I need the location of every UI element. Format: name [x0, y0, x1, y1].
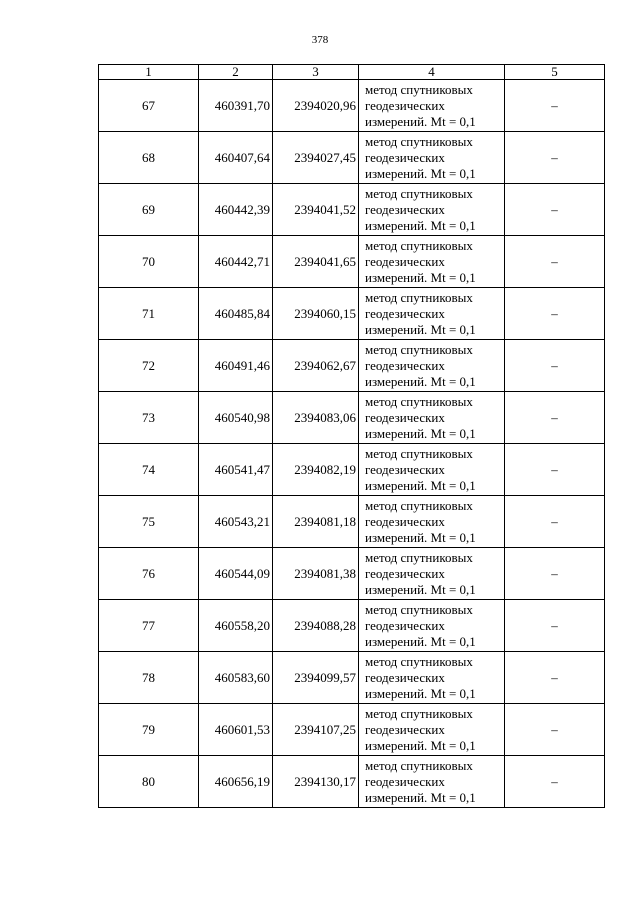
table-row	[99, 184, 605, 236]
method-text-line: метод спутниковых	[365, 705, 473, 721]
y-coordinate-cell: 2394062,67	[273, 340, 359, 392]
note-cell: –	[505, 444, 605, 496]
point-number-cell: 75	[99, 496, 199, 548]
method-text-line: геодезических	[365, 461, 445, 477]
note-cell: –	[505, 756, 605, 808]
method-text-line: измерений. Mt = 0,1	[365, 217, 476, 233]
x-coordinate-cell: 460442,39	[199, 184, 273, 236]
method-text-line: метод спутниковых	[365, 497, 473, 513]
method-cell	[359, 496, 505, 548]
x-coordinate-cell: 460544,09	[199, 548, 273, 600]
method-text-line: метод спутниковых	[365, 653, 473, 669]
method-text-line: геодезических	[365, 669, 445, 685]
x-coordinate-cell: 460491,46	[199, 340, 273, 392]
point-number-cell: 77	[99, 600, 199, 652]
page-number: 378	[311, 34, 329, 46]
method-text-line: метод спутниковых	[365, 445, 473, 461]
table-row	[99, 392, 605, 444]
y-coordinate-cell: 2394020,96	[273, 80, 359, 132]
y-coordinate-cell: 2394041,52	[273, 184, 359, 236]
header-col-1: 1	[99, 65, 199, 80]
point-number-cell: 71	[99, 288, 199, 340]
method-text-line: геодезических	[365, 721, 445, 737]
method-text-line: геодезических	[365, 409, 445, 425]
coordinates-table	[98, 64, 605, 808]
method-text-line: метод спутниковых	[365, 133, 473, 149]
table-row	[99, 236, 605, 288]
table-body	[99, 80, 605, 808]
x-coordinate-cell: 460407,64	[199, 132, 273, 184]
method-text-line: метод спутниковых	[365, 81, 473, 97]
x-coordinate-cell: 460601,53	[199, 704, 273, 756]
note-cell: –	[505, 548, 605, 600]
method-text-line: измерений. Mt = 0,1	[365, 321, 476, 337]
method-text-line: измерений. Mt = 0,1	[365, 477, 476, 493]
method-text-line: измерений. Mt = 0,1	[365, 581, 476, 597]
x-coordinate-cell: 460558,20	[199, 600, 273, 652]
header-col-4: 4	[359, 65, 505, 80]
method-text-line: геодезических	[365, 201, 445, 217]
method-cell	[359, 184, 505, 236]
table-row	[99, 496, 605, 548]
point-number-cell: 73	[99, 392, 199, 444]
table-row	[99, 652, 605, 704]
y-coordinate-cell: 2394082,19	[273, 444, 359, 496]
y-coordinate-cell: 2394081,18	[273, 496, 359, 548]
y-coordinate-cell: 2394081,38	[273, 548, 359, 600]
method-cell	[359, 600, 505, 652]
point-number-cell: 72	[99, 340, 199, 392]
method-cell	[359, 392, 505, 444]
x-coordinate-cell: 460583,60	[199, 652, 273, 704]
method-cell	[359, 756, 505, 808]
method-text-line: метод спутниковых	[365, 393, 473, 409]
header-col-2: 2	[199, 65, 273, 80]
y-coordinate-cell: 2394130,17	[273, 756, 359, 808]
method-text-line: измерений. Mt = 0,1	[365, 373, 476, 389]
method-cell	[359, 132, 505, 184]
method-cell	[359, 80, 505, 132]
method-text-line: измерений. Mt = 0,1	[365, 633, 476, 649]
y-coordinate-cell: 2394083,06	[273, 392, 359, 444]
note-cell: –	[505, 652, 605, 704]
table-row	[99, 288, 605, 340]
method-text-line: измерений. Mt = 0,1	[365, 685, 476, 701]
note-cell: –	[505, 80, 605, 132]
note-cell: –	[505, 288, 605, 340]
y-coordinate-cell: 2394027,45	[273, 132, 359, 184]
method-text-line: метод спутниковых	[365, 289, 473, 305]
point-number-cell: 80	[99, 756, 199, 808]
method-text-line: геодезических	[365, 149, 445, 165]
method-text-line: измерений. Mt = 0,1	[365, 165, 476, 181]
note-cell: –	[505, 704, 605, 756]
method-text-line: метод спутниковых	[365, 237, 473, 253]
point-number-cell: 69	[99, 184, 199, 236]
y-coordinate-cell: 2394041,65	[273, 236, 359, 288]
table-row	[99, 132, 605, 184]
method-text-line: геодезических	[365, 357, 445, 373]
point-number-cell: 78	[99, 652, 199, 704]
note-cell: –	[505, 340, 605, 392]
method-cell	[359, 236, 505, 288]
method-cell	[359, 444, 505, 496]
table-row	[99, 756, 605, 808]
x-coordinate-cell: 460485,84	[199, 288, 273, 340]
x-coordinate-cell: 460442,71	[199, 236, 273, 288]
note-cell: –	[505, 184, 605, 236]
method-text-line: измерений. Mt = 0,1	[365, 269, 476, 285]
method-text-line: геодезических	[365, 565, 445, 581]
point-number-cell: 74	[99, 444, 199, 496]
table-row	[99, 80, 605, 132]
point-number-cell: 70	[99, 236, 199, 288]
table-header-row	[99, 65, 605, 80]
point-number-cell: 79	[99, 704, 199, 756]
method-text-line: измерений. Mt = 0,1	[365, 737, 476, 753]
table-row	[99, 600, 605, 652]
note-cell: –	[505, 132, 605, 184]
method-text-line: геодезических	[365, 773, 445, 789]
point-number-cell: 68	[99, 132, 199, 184]
note-cell: –	[505, 600, 605, 652]
method-text-line: метод спутниковых	[365, 549, 473, 565]
method-text-line: измерений. Mt = 0,1	[365, 529, 476, 545]
table-row	[99, 548, 605, 600]
method-cell	[359, 704, 505, 756]
header-col-3: 3	[273, 65, 359, 80]
method-cell	[359, 652, 505, 704]
method-text-line: геодезических	[365, 97, 445, 113]
method-text-line: геодезических	[365, 513, 445, 529]
table-row	[99, 704, 605, 756]
x-coordinate-cell: 460543,21	[199, 496, 273, 548]
x-coordinate-cell: 460541,47	[199, 444, 273, 496]
note-cell: –	[505, 236, 605, 288]
method-text-line: метод спутниковых	[365, 185, 473, 201]
method-text-line: измерений. Mt = 0,1	[365, 113, 476, 129]
x-coordinate-cell: 460540,98	[199, 392, 273, 444]
method-text-line: метод спутниковых	[365, 757, 473, 773]
point-number-cell: 67	[99, 80, 199, 132]
method-text-line: геодезических	[365, 305, 445, 321]
method-text-line: метод спутниковых	[365, 341, 473, 357]
header-col-5: 5	[505, 65, 605, 80]
method-text-line: измерений. Mt = 0,1	[365, 789, 476, 805]
note-cell: –	[505, 496, 605, 548]
method-text-line: метод спутниковых	[365, 601, 473, 617]
method-text-line: измерений. Mt = 0,1	[365, 425, 476, 441]
y-coordinate-cell: 2394060,15	[273, 288, 359, 340]
table-row	[99, 444, 605, 496]
table-row	[99, 340, 605, 392]
method-cell	[359, 548, 505, 600]
note-cell: –	[505, 392, 605, 444]
method-text-line: геодезических	[365, 617, 445, 633]
x-coordinate-cell: 460391,70	[199, 80, 273, 132]
x-coordinate-cell: 460656,19	[199, 756, 273, 808]
method-cell	[359, 288, 505, 340]
y-coordinate-cell: 2394088,28	[273, 600, 359, 652]
method-text-line: геодезических	[365, 253, 445, 269]
y-coordinate-cell: 2394099,57	[273, 652, 359, 704]
y-coordinate-cell: 2394107,25	[273, 704, 359, 756]
method-cell	[359, 340, 505, 392]
point-number-cell: 76	[99, 548, 199, 600]
